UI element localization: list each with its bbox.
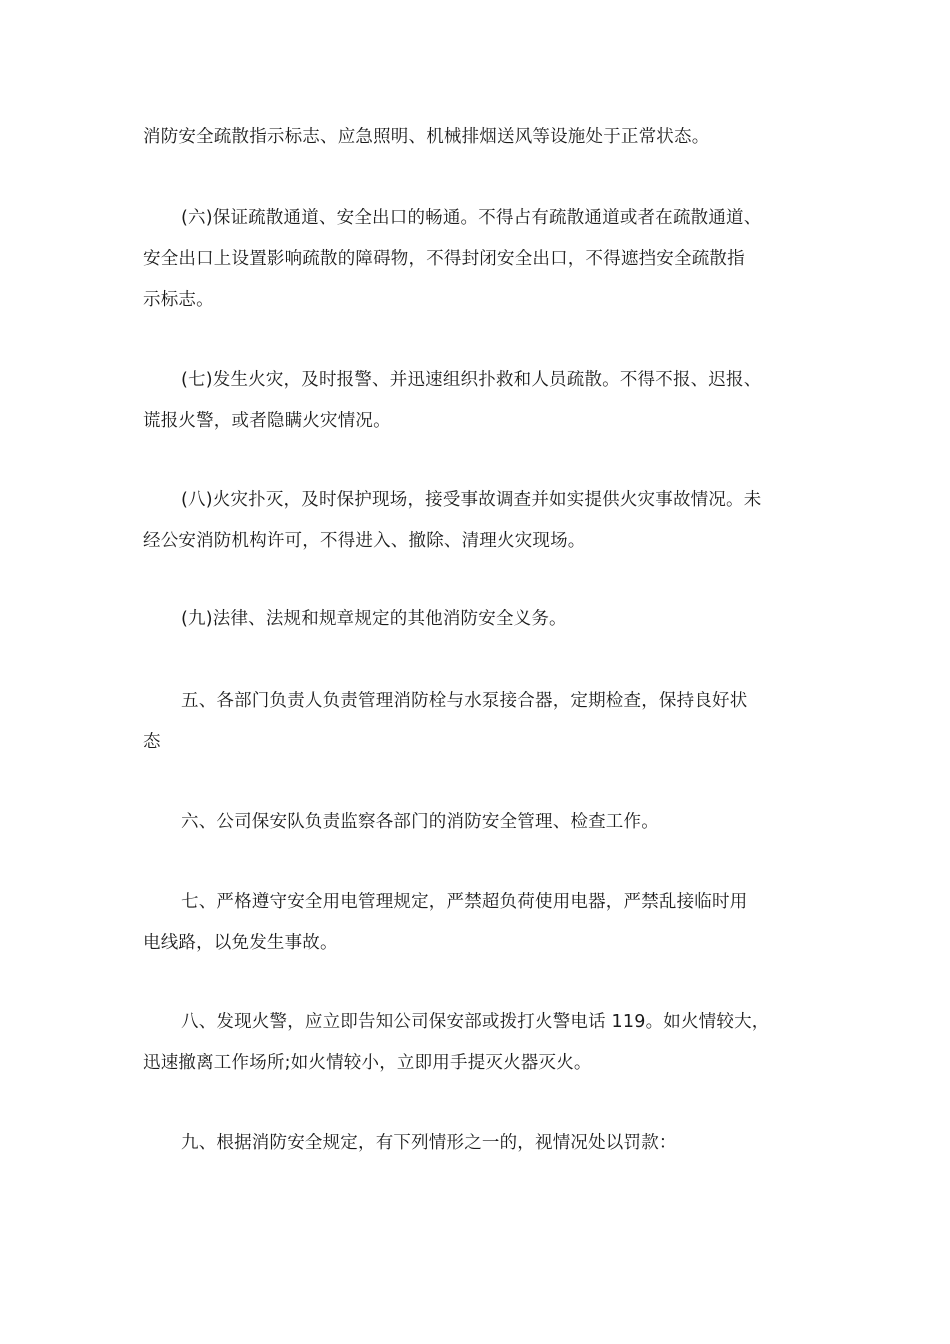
paragraph-line: (六)保证疏散通道、安全出口的畅通。不得占有疏散通道或者在疏散通道、 [181,208,762,228]
paragraph-line: (七)发生火灾，及时报警、并迅速组织扑救和人员疏散。不得不报、迟报、 [181,370,762,390]
paragraph-line: 电线路，以免发生事故。 [143,933,338,953]
paragraph-line: 态 [143,732,161,752]
paragraph-item-7 [143,360,811,442]
section-5 [143,681,811,763]
paragraph-line: 六、公司保安队负责监察各部门的消防安全管理、检查工作。 [181,812,659,832]
paragraph-item-6 [143,198,811,321]
section-6 [143,802,811,843]
paragraph-item-9 [143,599,811,640]
paragraph-continued [143,117,811,158]
section-8 [143,1002,811,1084]
paragraph-line: 安全出口上设置影响疏散的障碍物，不得封闭安全出口，不得遮挡安全疏散指 [143,249,745,269]
paragraph-line: (八)火灾扑灭，及时保护现场，接受事故调查并如实提供火灾事故情况。未 [181,490,762,510]
paragraph-line: 迅速撤离工作场所;如火情较小，立即用手提灭火器灭火。 [143,1053,592,1073]
section-7 [143,882,811,964]
paragraph-line: 九、根据消防安全规定，有下列情形之一的，视情况处以罚款： [181,1133,677,1153]
section-9 [143,1123,811,1164]
paragraph-line: 五、各部门负责人负责管理消防栓与水泵接合器，定期检查，保持良好状 [181,691,748,711]
paragraph-line: 八、发现火警，应立即告知公司保安部或拨打火警电话 119。如火情较大， [181,1012,770,1032]
paragraph-line: 消防安全疏散指示标志、应急照明、机械排烟送风等设施处于正常状态。 [143,127,710,147]
paragraph-line: (九)法律、法规和规章规定的其他消防安全义务。 [181,609,567,629]
paragraph-line: 谎报火警，或者隐瞒火灾情况。 [143,411,391,431]
paragraph-line: 七、严格遵守安全用电管理规定，严禁超负荷使用电器，严禁乱接临时用 [181,892,748,912]
paragraph-line: 经公安消防机构许可，不得进入、撤除、清理火灾现场。 [143,531,586,551]
paragraph-item-8 [143,480,811,562]
paragraph-line: 示标志。 [143,290,214,310]
